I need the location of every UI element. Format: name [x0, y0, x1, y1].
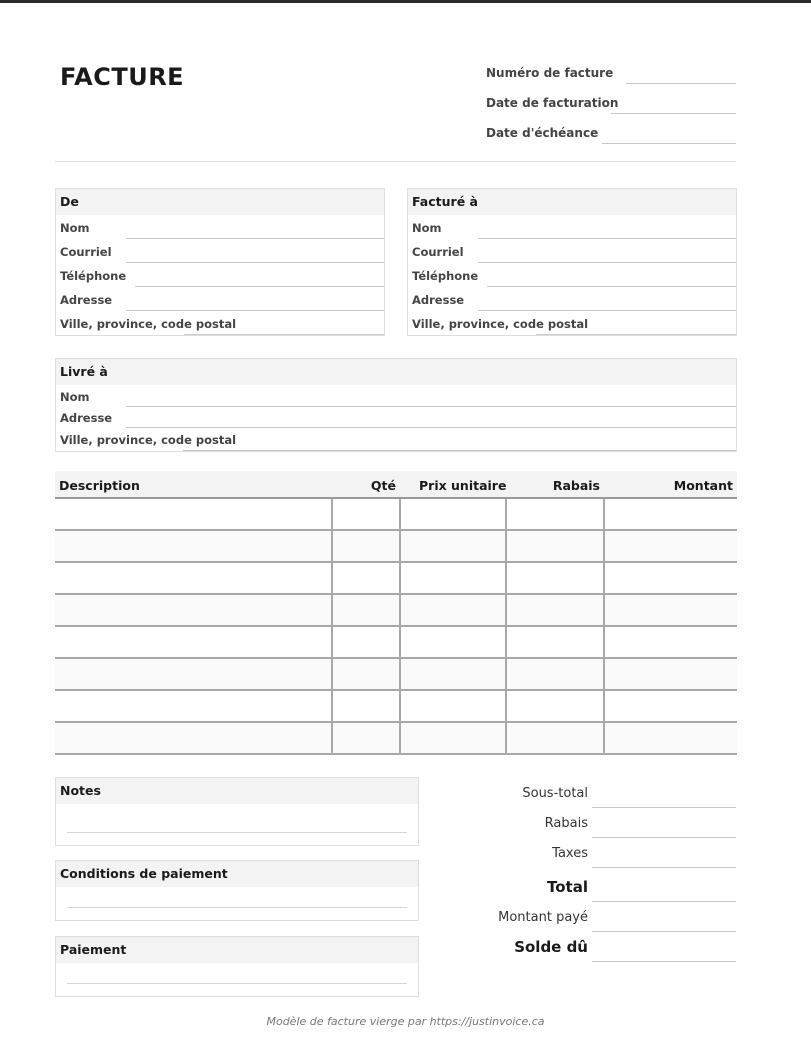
qty-cell[interactable] [331, 627, 401, 657]
due-date-label: Date d'échéance [486, 126, 599, 140]
description-cell[interactable] [55, 723, 331, 753]
amount-cell[interactable] [603, 723, 739, 753]
from-city-label: Ville, province, code postal [60, 317, 237, 331]
amount-cell[interactable] [603, 627, 739, 657]
bill-to-city-input[interactable] [536, 334, 736, 335]
bill-to-phone-label: Téléphone [412, 269, 479, 283]
from-phone-field[interactable] [56, 263, 384, 287]
amount-cell[interactable] [603, 659, 739, 689]
payment-input[interactable] [56, 963, 418, 996]
description-cell[interactable] [55, 595, 331, 625]
footer-credit: Modèle de facture vierge par https://justinvoice.ca [266, 1015, 545, 1028]
due-date-field[interactable] [486, 122, 736, 144]
bill-to-address-field[interactable] [408, 287, 736, 311]
ship-to-city-label: Ville, province, code postal [60, 433, 237, 447]
from-title: De [56, 189, 384, 215]
discount-cell[interactable] [505, 563, 605, 593]
description-cell[interactable] [55, 563, 331, 593]
table-row [55, 563, 737, 595]
ship-to-address-label: Adresse [60, 411, 113, 425]
from-address-field[interactable] [56, 287, 384, 311]
bill-to-section [407, 188, 737, 336]
amount-paid-input[interactable] [592, 931, 736, 932]
amount-paid-row[interactable] [440, 906, 736, 932]
ship-to-name-label: Nom [60, 390, 90, 404]
bill-to-name-label: Nom [412, 221, 442, 235]
amount-cell[interactable] [603, 531, 739, 561]
unit-price-cell[interactable] [399, 723, 507, 753]
invoice-number-input[interactable] [626, 83, 736, 84]
discount-cell[interactable] [505, 723, 605, 753]
discount-label: Rabais [544, 816, 588, 831]
from-phone-label: Téléphone [60, 269, 127, 283]
qty-cell[interactable] [331, 659, 401, 689]
bill-to-address-label: Adresse [412, 293, 465, 307]
taxes-input[interactable] [592, 867, 736, 868]
table-row [55, 531, 737, 563]
description-cell[interactable] [55, 691, 331, 721]
table-row [55, 595, 737, 627]
amount-cell[interactable] [603, 691, 739, 721]
bill-to-phone-field[interactable] [408, 263, 736, 287]
discount-cell[interactable] [505, 659, 605, 689]
description-cell[interactable] [55, 627, 331, 657]
ship-to-city-field[interactable] [56, 428, 736, 451]
qty-cell[interactable] [331, 563, 401, 593]
payment-section [55, 936, 419, 997]
from-name-label: Nom [60, 221, 90, 235]
unit-price-cell[interactable] [399, 531, 507, 561]
unit-price-cell[interactable] [399, 595, 507, 625]
notes-line [67, 832, 407, 833]
payment-terms-title: Conditions de paiement [56, 861, 418, 887]
payment-title: Paiement [56, 937, 418, 963]
qty-cell[interactable] [331, 531, 401, 561]
ship-to-address-field[interactable] [56, 407, 736, 428]
description-cell[interactable] [55, 659, 331, 689]
top-border [0, 0, 811, 3]
notes-title: Notes [56, 778, 418, 804]
bill-to-email-field[interactable] [408, 239, 736, 263]
from-email-label: Courriel [60, 245, 112, 259]
discount-row[interactable] [440, 812, 736, 838]
qty-cell[interactable] [331, 499, 401, 529]
from-section [55, 188, 385, 336]
notes-input[interactable] [56, 804, 418, 845]
table-header [55, 471, 737, 499]
payment-terms-line [67, 907, 407, 908]
qty-cell[interactable] [331, 691, 401, 721]
col-amount: Montant [673, 478, 733, 493]
total-row[interactable] [440, 874, 736, 902]
balance-due-input[interactable] [592, 961, 736, 962]
invoice-number-label: Numéro de facture [486, 66, 614, 80]
subtotal-label: Sous-total [522, 786, 588, 801]
taxes-row[interactable] [440, 842, 736, 868]
payment-terms-input[interactable] [56, 887, 418, 920]
amount-cell[interactable] [603, 595, 739, 625]
subtotal-input[interactable] [592, 807, 736, 808]
from-city-field[interactable] [56, 311, 384, 335]
bill-to-title: Facturé à [408, 189, 736, 215]
from-email-field[interactable] [56, 239, 384, 263]
table-row [55, 691, 737, 723]
description-cell[interactable] [55, 531, 331, 561]
from-name-field[interactable] [56, 215, 384, 239]
table-row [55, 723, 737, 755]
discount-cell[interactable] [505, 595, 605, 625]
col-qty: Qté [370, 478, 396, 493]
unit-price-cell[interactable] [399, 659, 507, 689]
discount-cell[interactable] [505, 531, 605, 561]
page-title: FACTURE [60, 63, 185, 91]
due-date-input[interactable] [602, 143, 736, 144]
from-city-input[interactable] [184, 334, 384, 335]
table-row [55, 659, 737, 691]
subtotal-row[interactable] [440, 782, 736, 808]
qty-cell[interactable] [331, 723, 401, 753]
header-divider [55, 161, 736, 162]
qty-cell[interactable] [331, 595, 401, 625]
invoice-date-field[interactable] [486, 92, 736, 114]
unit-price-cell[interactable] [399, 691, 507, 721]
col-discount: Rabais [552, 478, 600, 493]
balance-due-label: Solde dû [514, 938, 588, 956]
discount-cell[interactable] [505, 499, 605, 529]
table-row [55, 627, 737, 659]
line-items-table [55, 471, 737, 755]
bill-to-city-label: Ville, province, code postal [412, 317, 589, 331]
amount-cell[interactable] [603, 499, 739, 529]
bill-to-email-label: Courriel [412, 245, 464, 259]
bill-to-name-field[interactable] [408, 215, 736, 239]
balance-due-row[interactable] [440, 934, 736, 962]
discount-cell[interactable] [505, 691, 605, 721]
invoice-number-field[interactable] [486, 62, 736, 84]
invoice-date-input[interactable] [611, 113, 736, 114]
col-description: Description [59, 478, 140, 493]
bill-to-city-field[interactable] [408, 311, 736, 335]
col-unit-price: Prix unitaire [419, 478, 507, 493]
notes-section [55, 777, 419, 846]
ship-to-section [55, 358, 737, 452]
amount-paid-label: Montant payé [498, 910, 588, 925]
invoice-date-label: Date de facturation [486, 96, 619, 110]
description-cell[interactable] [55, 499, 331, 529]
discount-cell[interactable] [505, 627, 605, 657]
amount-cell[interactable] [603, 563, 739, 593]
payment-terms-section [55, 860, 419, 921]
total-label: Total [547, 878, 588, 896]
table-row [55, 499, 737, 531]
ship-to-title: Livré à [56, 359, 736, 385]
total-input[interactable] [592, 901, 736, 902]
taxes-label: Taxes [552, 846, 588, 861]
ship-to-city-input[interactable] [183, 450, 736, 451]
ship-to-name-field[interactable] [56, 385, 736, 407]
unit-price-cell[interactable] [399, 499, 507, 529]
unit-price-cell[interactable] [399, 627, 507, 657]
payment-line [67, 983, 407, 984]
unit-price-cell[interactable] [399, 563, 507, 593]
discount-input[interactable] [592, 837, 736, 838]
from-address-label: Adresse [60, 293, 113, 307]
